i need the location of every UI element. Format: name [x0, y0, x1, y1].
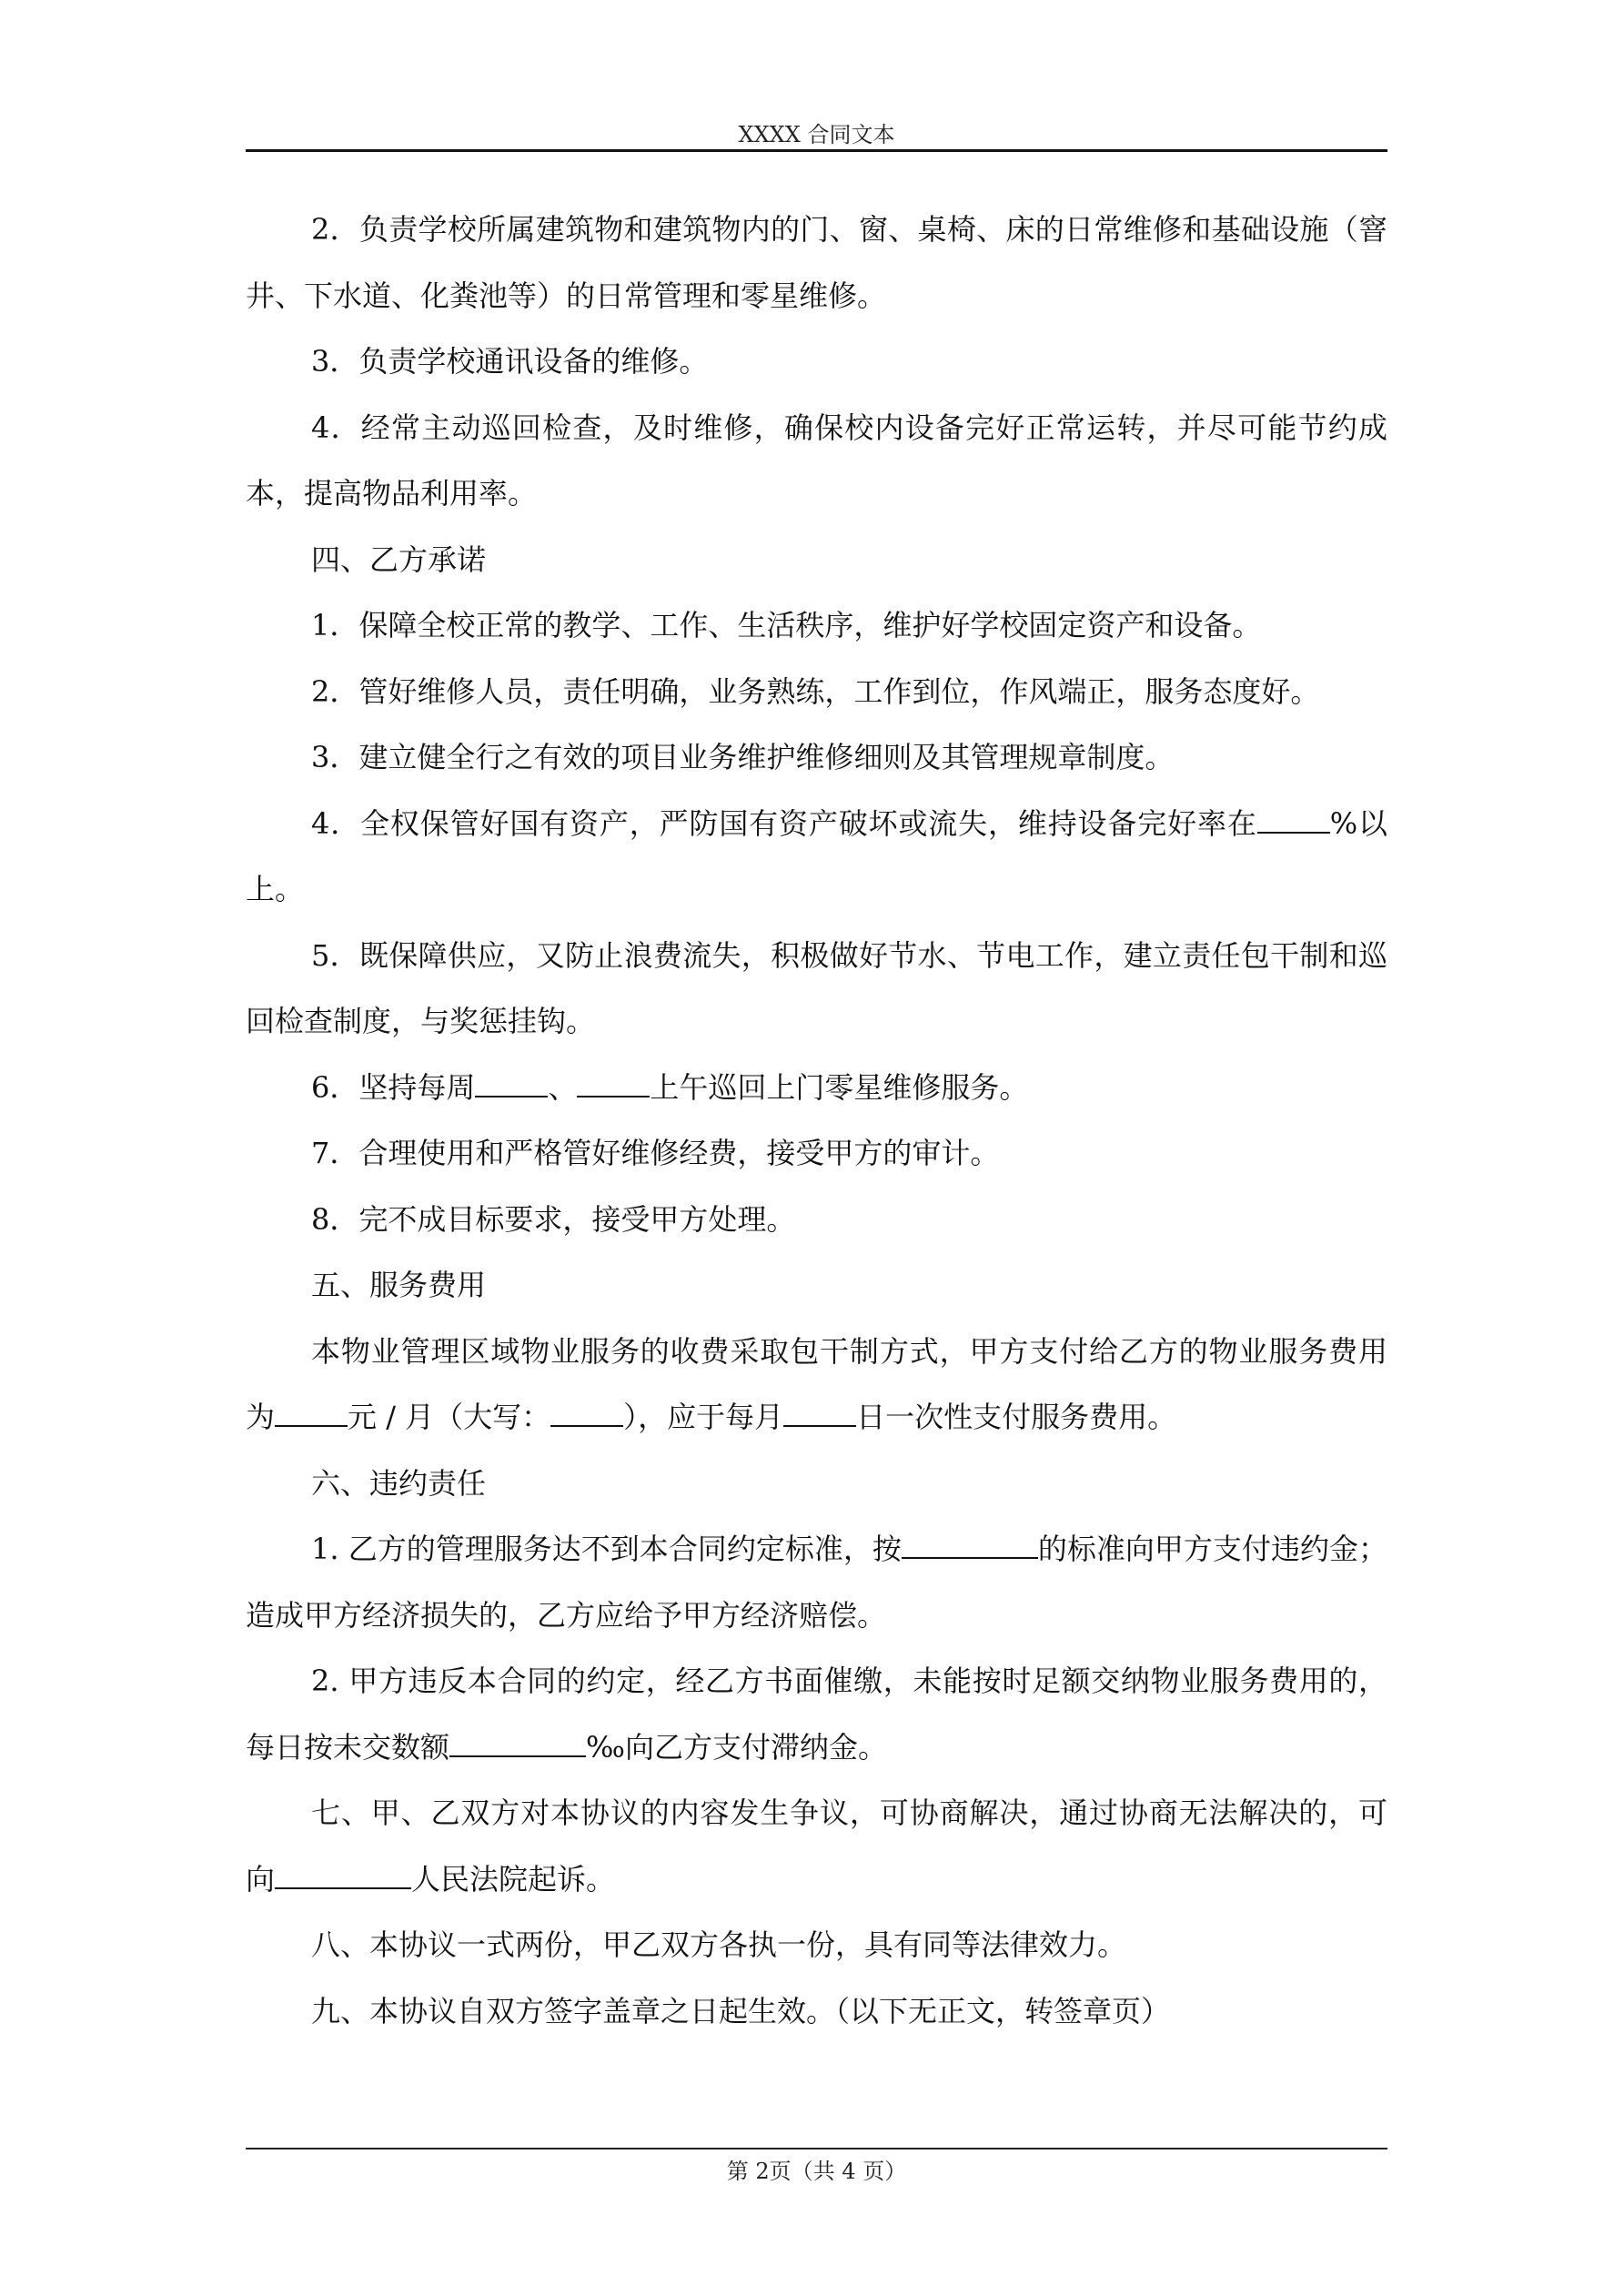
- section-8: 八、本协议一式两份，甲乙双方各执一份，具有同等法律效力。: [311, 1927, 1127, 1962]
- section-4-heading: 四、乙方承诺: [311, 541, 487, 577]
- clause-4-7: 7．合理使用和严格管好维修经费，接受甲方的审计。: [311, 1136, 1000, 1170]
- clause-4-1: 1．保障全校正常的教学、工作、生活秩序，维护好学校固定资产和设备。: [311, 608, 1262, 642]
- clause-4-2: 2．管好维修人员，责任明确，业务熟练，工作到位，作风端正，服务态度好。: [311, 673, 1320, 709]
- section-5-part-d: 日一次性支付服务费用。: [856, 1400, 1177, 1434]
- clause-4-4-text: 4．全权保管好国有资产，严防国有资产破坏或流失，维持设备完好率在: [311, 805, 1257, 841]
- section-6-heading: 六、违约责任: [311, 1465, 487, 1501]
- clause-4-6-part-a: 6．坚持每周: [311, 1069, 476, 1105]
- clause-3-3: 3．负责学校通讯设备的维修。: [311, 344, 709, 379]
- penalty-standard-blank[interactable]: [902, 1530, 1038, 1559]
- section-5-body: [246, 1319, 1387, 1451]
- header-divider: [246, 149, 1387, 152]
- clause-4-4-suffix: %以上。: [246, 805, 1387, 906]
- clause-4-8: 8．完不成目标要求，接受甲方处理。: [311, 1201, 796, 1237]
- section-9: 九、本协议自双方签字盖章之日起生效。（以下无正文，转签章页）: [311, 1993, 1171, 2028]
- document-body: [246, 197, 1387, 2044]
- footer-divider: [246, 2148, 1387, 2149]
- clause-3-4: 4．经常主动巡回检查，及时维修，确保校内设备完好正常运转，并尽可能节约成本，提高物品利用率。: [246, 410, 1387, 511]
- section-5-part-b: 元 / 月（大写：: [348, 1400, 551, 1434]
- clause-3-2: 2．负责学校所属建筑物和建筑物内的门、窗、桌椅、床的日常维修和基础设施（窨井、下水道、化粪池等）的日常管理和零星维修。: [246, 212, 1387, 313]
- weekday-blank-2[interactable]: [577, 1068, 650, 1097]
- section-5-heading: 五、服务费用: [311, 1268, 487, 1302]
- clause-6-2: [246, 1648, 1387, 1780]
- late-fee-rate-blank[interactable]: [449, 1728, 586, 1757]
- section-5-part-a: 本物业管理区域物业服务的收费采取包干制方式，甲方支付给乙方的物业服务费用为: [246, 1333, 1387, 1434]
- page-number: 第 2页（共 4 页）: [726, 2159, 907, 2184]
- weekday-blank-1[interactable]: [475, 1068, 548, 1097]
- section-5-part-c: ），应于每月: [623, 1400, 784, 1434]
- clause-6-1: [246, 1516, 1387, 1648]
- clause-6-2-part-a: 2. 甲方违反本合同的约定，经乙方书面催缴，未能按时足额交纳物业服务费用的，每日按未交数额: [246, 1664, 1387, 1765]
- payment-day-blank[interactable]: [783, 1398, 856, 1427]
- clause-4-3: 3．建立健全行之有效的项目业务维护维修细则及其管理规章制度。: [311, 740, 1175, 774]
- section-7-part-b: 人民法院起诉。: [411, 1861, 616, 1896]
- clause-6-1-part-a: 1. 乙方的管理服务达不到本合同约定标准，按: [311, 1532, 902, 1566]
- clause-4-5: 5．既保障供应，又防止浪费流失，积极做好节水、节电工作，建立责任包干制和巡回检查制度，与奖惩挂钩。: [246, 937, 1387, 1038]
- section-7-part-a: 七、甲、乙双方对本协议的内容发生争议，可协商解决，通过协商无法解决的，可向: [246, 1795, 1387, 1896]
- clause-4-6-part-c: 上午巡回上门零星维修服务。: [650, 1069, 1029, 1105]
- fee-uppercase-blank[interactable]: [550, 1398, 623, 1427]
- rate-blank[interactable]: [1257, 804, 1330, 834]
- clause-4-6-sep: 、: [548, 1069, 578, 1105]
- clause-4-4: [246, 791, 1387, 923]
- court-name-blank[interactable]: [275, 1860, 411, 1889]
- clause-6-1-part-b: 的标准向甲方支付违约金；造成甲方经济损失的，乙方应给予甲方经济赔偿。: [246, 1532, 1387, 1633]
- clause-4-6: [246, 1055, 1387, 1121]
- section-7: [246, 1780, 1387, 1912]
- clause-6-2-part-b: ‰向乙方支付滞纳金。: [586, 1729, 887, 1765]
- page-header-title: XXXX 合同文本: [738, 122, 895, 147]
- fee-amount-blank[interactable]: [275, 1398, 348, 1427]
